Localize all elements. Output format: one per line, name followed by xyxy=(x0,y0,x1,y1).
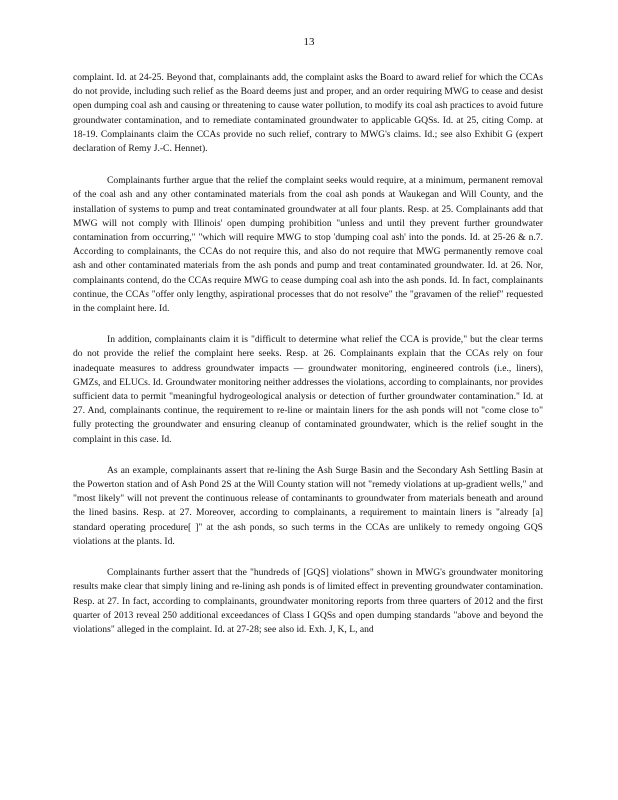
paragraph-2: Complainants further argue that the relief the complaint seeks would require, at a minimum, permanent removal of the coal ash and any other contaminated materials from the coal ash ponds at Waukegan and Will County, and the installation of systems to pump and treat contaminated groundwater at all four plants. Resp. at 25. Complainants add that MWG will not comply with Illinois' open dumping prohibition "unless and until they prevent further groundwater contamination from occurring," "which will require MWG to stop 'dumping coal ash' into the ponds. Id. at 25-26 & n.7. According to complainants, the CCAs do not require this, and also do not require that MWG permanently remove coal ash and other contaminated materials from the ash ponds and pump and treat contaminated groundwater. Id. at 26. Nor, complainants contend, do the CCAs require MWG to cease dumping coal ash into the ash ponds. Id. In fact, complainants continue, the CCAs "offer only lengthy, aspirational processes that do not resolve" the "gravamen of the relief" requested in the complaint here. Id. xyxy=(73,175,543,315)
paragraph-1: complaint. Id. at 24-25. Beyond that, complainants add, the complaint asks the Board to award relief for which the CCAs do not provide, including such relief as the Board deems just and proper, and an order requiring MWG to cease and desist open dumping coal ash and causing or threatening to cause water pollution, to modify its coal ash practices to avoid future groundwater contamination, and to remediate contaminated groundwater to applicable GQSs. Id. at 25, citing Comp. at 18-19. Complainants claim the CCAs provide no such relief, contrary to MWG's claims. Id.; see also Exhibit G (expert declaration of Remy J.-C. Hennet). xyxy=(73,72,543,155)
page-number: 13 xyxy=(303,36,315,48)
paragraph-3: In addition, complainants claim it is "difficult to determine what relief the CCA is provide," but the clear terms do not provide the relief the complaint here seeks. Resp. at 26. Complainants explain that the CCAs rely on four inadequate measures to address groundwater impacts — groundwater monitoring, engineered controls (i.e., liners), GMZs, and ELUCs. Id. Groundwater monitoring neither addresses the violations, according to complainants, nor provides sufficient data to permit "meaningful hydrogeological analysis or detection of further groundwater contamination." Id. at 27. And, complainants continue, the requirement to re-line or maintain liners for the ash ponds will not "come close to" fully protecting the groundwater and ensuring cleanup of contaminated groundwater, which is the relief sought in the complaint in this case. Id. xyxy=(73,334,543,445)
body-text xyxy=(73,71,543,654)
paragraph-5: Complainants further assert that the "hundreds of [GQS] violations" shown in MWG's groundwater monitoring results make clear that simply lining and re-lining ash ponds is of limited effect in preventing groundwater contamination. Resp. at 27. In fact, according to complainants, groundwater monitoring reports from three quarters of 2012 and the first quarter of 2013 reveal 250 additional exceedances of Class I GQSs and open dumping standards "above and beyond the violations" alleged in the complaint. Id. at 27-28; see also id. Exh. J, K, L, and xyxy=(73,567,543,635)
paragraph-4: As an example, complainants assert that re-lining the Ash Surge Basin and the Secondary Ash Settling Basin at the Powerton station and of Ash Pond 2S at the Will County station will not "remedy violations at up-gradient wells," and "most likely" will not prevent the continuous release of contaminants to groundwater from materials beneath and around the lined basins. Resp. at 27. Moreover, according to complainants, a requirement to maintain liners is "already [a] standard operating procedure[ ]" at the ash ponds, so such terms in the CCAs are unlikely to remedy ongoing GQS violations at the plants. Id. xyxy=(73,464,543,547)
